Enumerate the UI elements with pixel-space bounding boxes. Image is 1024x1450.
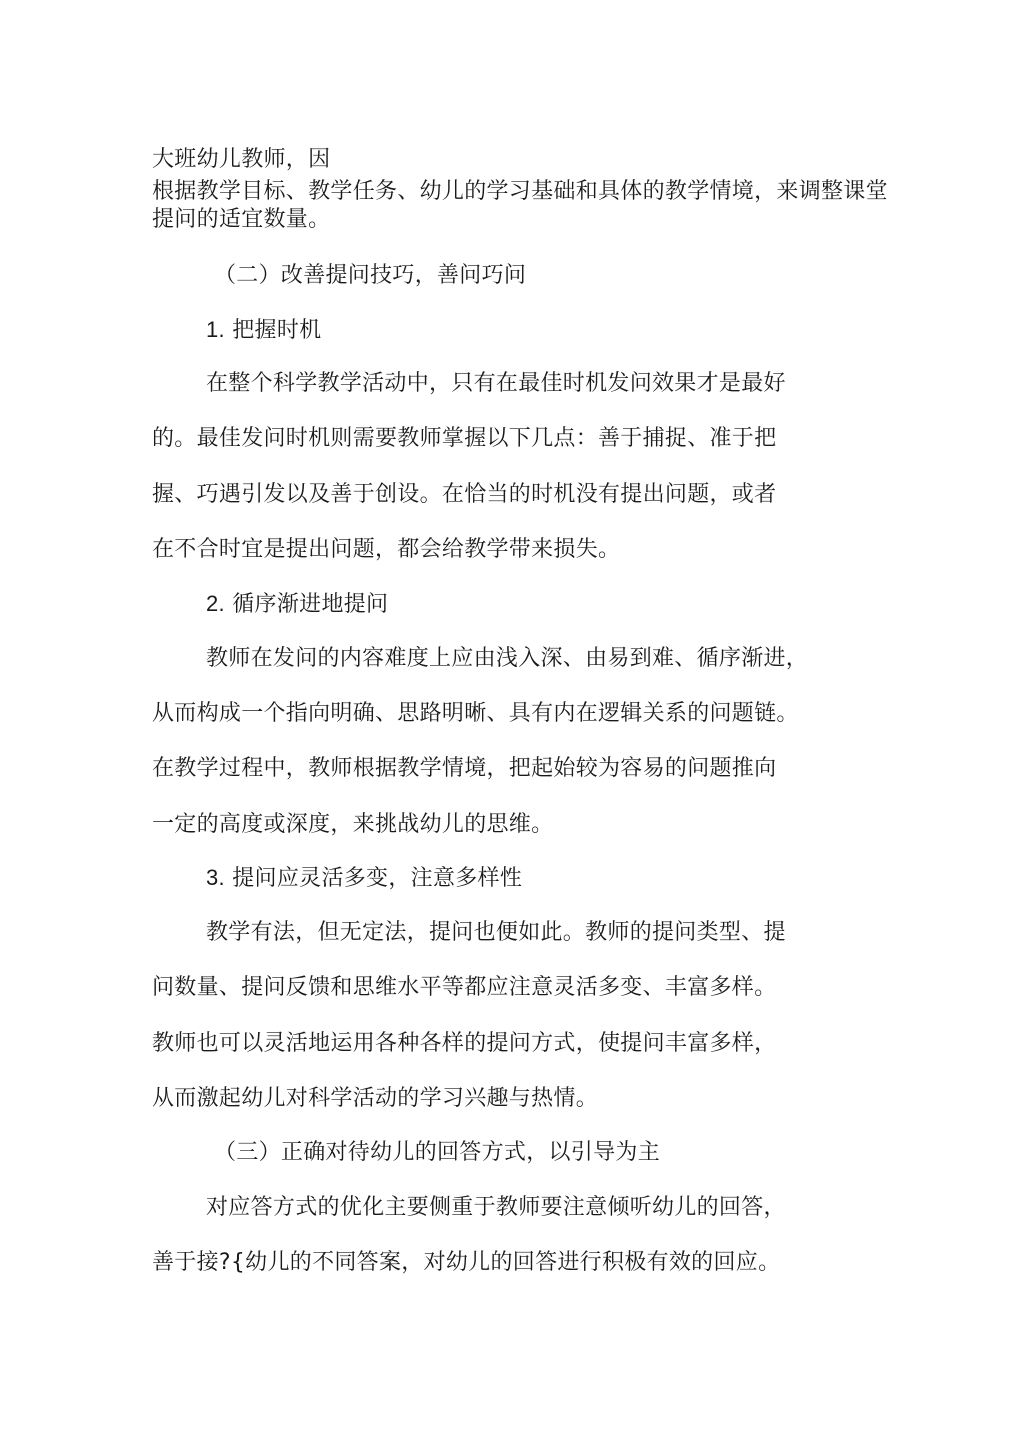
section-3-line-1: 对应答方式的优化主要侧重于教师要注意倾听幼儿的回答， [206,1195,786,1220]
item-3-number: 3. [206,865,225,890]
intro-line-2: 根据教学目标、教学任务、幼儿的学习基础和具体的教学情境，来调整课堂 [152,179,888,204]
item-2-line-1: 教师在发问的内容难度上应由浅入深、由易到难、循序渐进， [206,646,809,671]
item-1-line-3: 握、巧遇引发以及善于创设。在恰当的时机没有提出问题，或者 [152,482,777,507]
item-1-number: 1. [206,317,225,342]
item-3-heading [206,864,522,893]
intro-line-1: 大班幼儿教师，因 [152,147,331,172]
item-3-line-4: 从而激起幼儿对科学活动的学习兴趣与热情。 [152,1086,599,1111]
item-1-line-1: 在整个科学教学活动中，只有在最佳时机发问效果才是最好 [206,371,786,396]
item-3-line-3: 教师也可以灵活地运用各种各样的提问方式，使提问丰富多样， [152,1031,777,1056]
section-3-line-2: 善于接?{幼儿的不同答案，对幼儿的回答进行积极有效的回应。 [152,1250,781,1275]
item-3-title: 提问应灵活多变，注意多样性 [232,866,523,891]
item-3-line-2: 问数量、提问反馈和思维水平等都应注意灵活多变、丰富多样。 [152,975,777,1000]
item-2-title: 循序渐进地提问 [232,592,389,617]
item-2-line-3: 在教学过程中，教师根据教学情境，把起始较为容易的问题推向 [152,756,777,781]
item-2-line-4: 一定的高度或深度，来挑战幼儿的思维。 [152,812,554,837]
item-1-title: 把握时机 [232,318,322,343]
item-1-line-4: 在不合时宜是提出问题，都会给教学带来损失。 [152,537,621,562]
intro-line-3: 提问的适宜数量。 [152,207,331,232]
item-2-number: 2. [206,591,225,616]
item-1-heading [206,316,321,345]
item-3-line-1: 教学有法，但无定法，提问也便如此。教师的提问类型、提 [206,920,786,945]
item-1-line-2: 的。最佳发问时机则需要教师掌握以下几点：善于捕捉、准于把 [152,426,777,451]
section-2-heading: （二）改善提问技巧，善问巧问 [214,263,527,288]
section-3-heading: （三）正确对待幼儿的回答方式，以引导为主 [214,1140,661,1165]
item-2-line-2: 从而构成一个指向明确、思路明晰、具有内在逻辑关系的问题链。 [152,701,799,726]
item-2-heading [206,590,388,619]
